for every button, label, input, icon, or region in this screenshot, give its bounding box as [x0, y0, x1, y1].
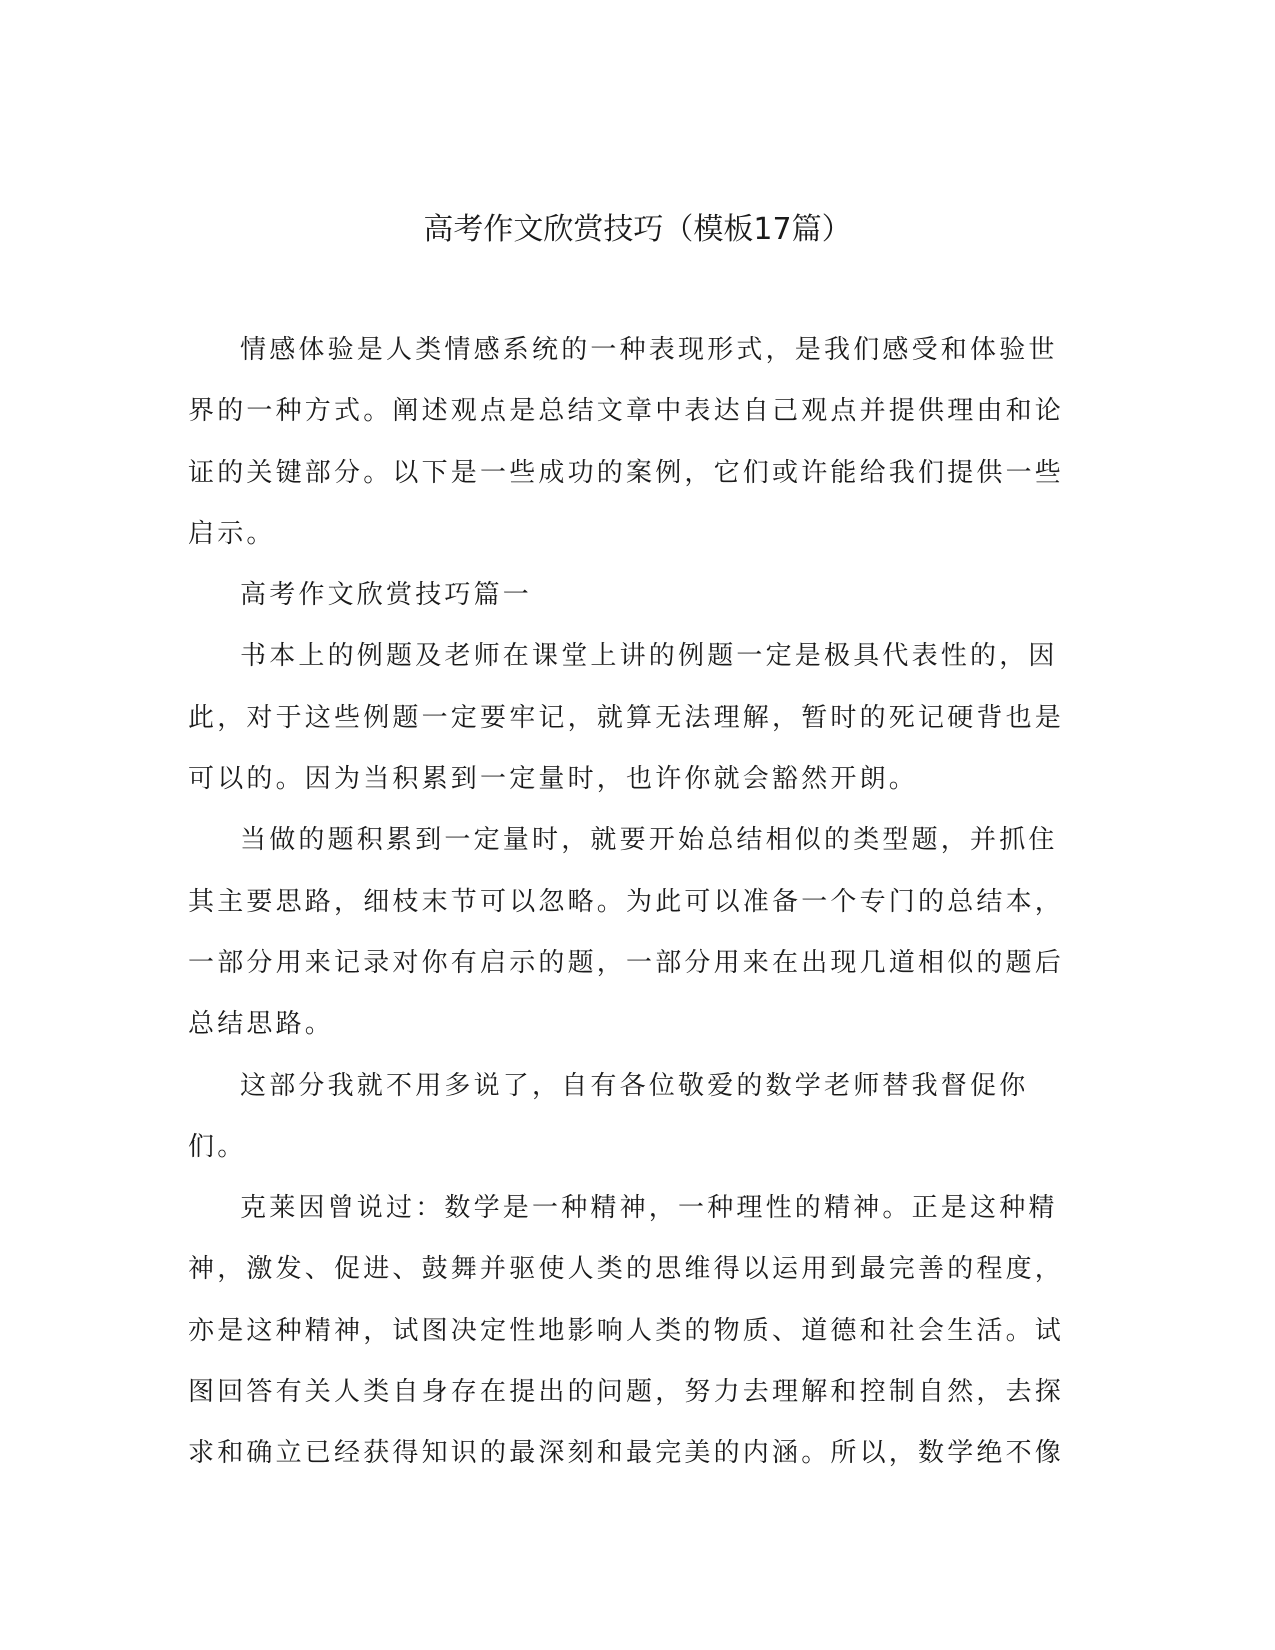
document-title: 高考作文欣赏技巧（模板17篇） [423, 212, 852, 247]
paragraph: 克莱因曾说过：数学是一种精神，一种理性的精神。正是这种精神，激发、促进、鼓舞并驱使人类的思维得以运用到最完善的程度，亦是这种精神，试图决定性地影响人类的物质、道德和社会生活。试图回答有关人类自身存在提出的问题，努力去理解和控制自然，去探求和确立已经获得知识的最深刻和最完美的内涵。所以，数学绝不像 [188, 1193, 1065, 1469]
document-body [188, 320, 1068, 1485]
paragraph-intro: 情感体验是人类情感系统的一种表现形式，是我们感受和体验世界的一种方式。阐述观点是总结文章中表达自己观点并提供理由和论证的关键部分。以下是一些成功的案例，它们或许能给我们提供一些启示。 [188, 335, 1065, 549]
section-heading: 高考作文欣赏技巧篇一 [240, 580, 533, 611]
paragraph: 书本上的例题及老师在课堂上讲的例题一定是极具代表性的，因此，对于这些例题一定要牢记，就算无法理解，暂时的死记硬背也是可以的。因为当积累到一定量时，也许你就会豁然开朗。 [188, 641, 1065, 795]
paragraph: 这部分我就不用多说了，自有各位敬爱的数学老师替我督促你们。 [188, 1070, 1029, 1162]
paragraph: 当做的题积累到一定量时，就要开始总结相似的类型题，并抓住其主要思路，细枝末节可以忽略。为此可以准备一个专门的总结本，一部分用来记录对你有启示的题，一部分用来在出现几道相似的题后总结思路。 [188, 825, 1065, 1040]
